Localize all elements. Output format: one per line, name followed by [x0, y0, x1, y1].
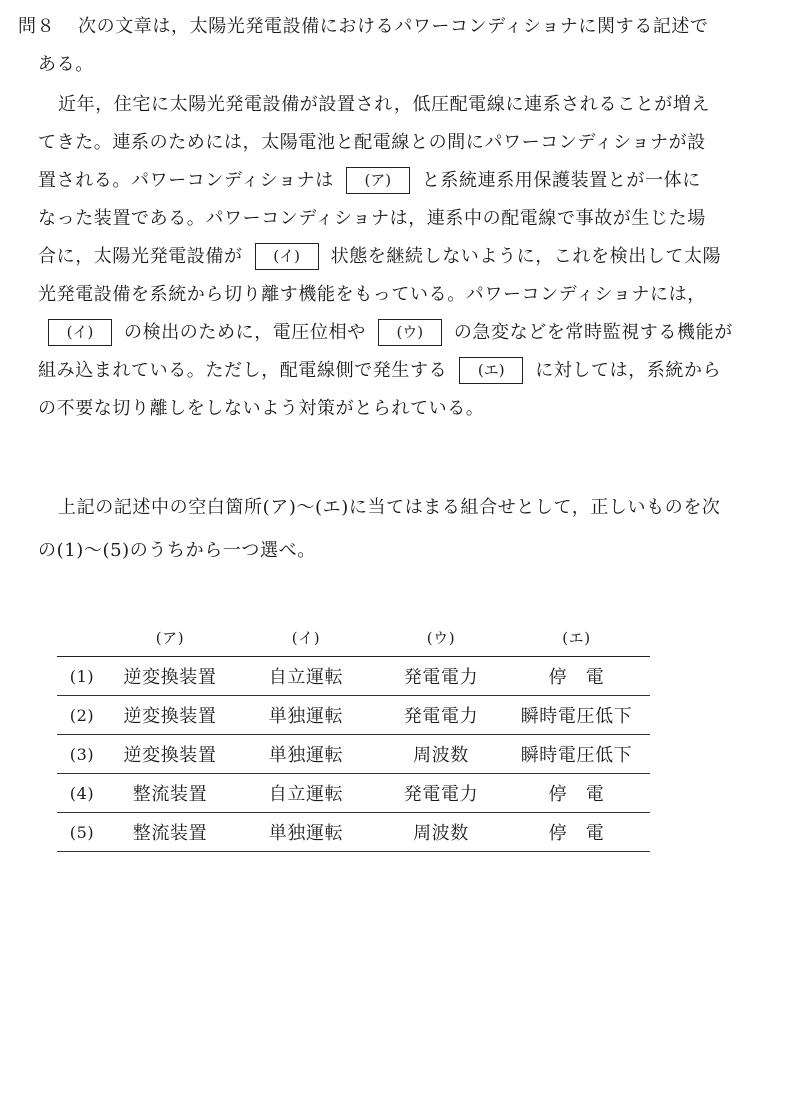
cell-i: 単独運転: [233, 813, 379, 852]
blank-u-box: (ウ): [378, 319, 442, 346]
table-header-row: [57, 618, 650, 657]
passage-line-2: てきた。連系のためには，太陽電池と配電線との間にパワーコンディショナが設: [38, 132, 706, 153]
cell-u: 発電電力: [379, 696, 503, 735]
blank-e-box: (エ): [459, 357, 523, 384]
cell-a: 整流装置: [107, 774, 233, 813]
choice-number: (2): [57, 696, 107, 735]
cell-i: 自立運転: [233, 774, 379, 813]
cell-i: 単独運転: [233, 735, 379, 774]
question-number: 問８: [18, 16, 56, 37]
table-row: [57, 696, 650, 735]
cell-a: 逆変換装置: [107, 735, 233, 774]
blank-a-box: (ア): [346, 167, 410, 194]
cell-e: 停 電: [503, 813, 650, 852]
passage-line-6: 光発電設備を系統から切り離す機能をもっている。パワーコンディショナには，: [38, 284, 706, 305]
header-a: (ア): [155, 628, 185, 647]
blank-i-box: (イ): [48, 319, 112, 346]
passage-text: と系統連系用保護装置とが一体に: [421, 170, 701, 191]
choice-number: (1): [57, 657, 107, 696]
header-choice-number: [57, 618, 107, 657]
passage-text: の急変などを常時監視する機能が: [453, 322, 733, 343]
cell-e: 瞬時電圧低下: [503, 696, 650, 735]
passage-text: の検出のために，電圧位相や: [124, 322, 366, 343]
cell-u: 周波数: [379, 735, 503, 774]
question-text: 次の文章は，太陽光発電設備におけるパワーコンディショナに関する記述で: [78, 16, 709, 37]
cell-i: 単独運転: [233, 696, 379, 735]
cell-a: 逆変換装置: [107, 657, 233, 696]
passage-text: 状態を継続しないように，これを検出して太陽: [330, 246, 722, 267]
passage-line-5: [38, 239, 721, 275]
passage-line-4: なった装置である。パワーコンディショナは，連系中の配電線で事故が生じた場: [38, 208, 706, 229]
cell-e: 停 電: [503, 657, 650, 696]
cell-i: 自立運転: [233, 657, 379, 696]
passage-line-1: 近年，住宅に太陽光発電設備が設置され，低圧配電線に連系されることが増え: [58, 94, 711, 115]
instruction-line-1: 上記の記述中の空白箇所(ア)～(エ)に当てはまる組合せとして，正しいものを次: [58, 497, 721, 518]
passage-text: 置される。パワーコンディショナは: [38, 170, 334, 191]
cell-u: 発電電力: [379, 774, 503, 813]
blank-i-box: (イ): [255, 243, 319, 270]
question-line-2: ある。: [38, 54, 94, 75]
passage-line-8: [38, 353, 721, 389]
passage-line-9: の不要な切り離しをしないよう対策がとられている。: [38, 398, 485, 419]
cell-a: 整流装置: [107, 813, 233, 852]
passage-line-3: [38, 163, 701, 199]
cell-a: 逆変換装置: [107, 696, 233, 735]
table-row: [57, 774, 650, 813]
choice-number: (5): [57, 813, 107, 852]
question-line-1: [18, 9, 709, 45]
table-row: [57, 657, 650, 696]
header-e: (エ): [562, 628, 591, 647]
cell-u: 周波数: [379, 813, 503, 852]
instruction-line-2: の(1)～(5)のうちから一つ選べ。: [38, 540, 316, 561]
table-row: [57, 735, 650, 774]
header-u: (ウ): [426, 628, 456, 647]
passage-text: 合に，太陽光発電設備が: [38, 246, 243, 267]
cell-e: 瞬時電圧低下: [503, 735, 650, 774]
table-row: [57, 813, 650, 852]
answer-choices-table: [57, 618, 650, 852]
choice-number: (4): [57, 774, 107, 813]
cell-u: 発電電力: [379, 657, 503, 696]
header-i: (イ): [291, 628, 321, 647]
cell-e: 停 電: [503, 774, 650, 813]
passage-line-7: [38, 315, 733, 351]
passage-text: に対しては，系統から: [535, 360, 722, 381]
choice-number: (3): [57, 735, 107, 774]
passage-text: 組み込まれている。ただし，配電線側で発生する: [38, 360, 448, 381]
